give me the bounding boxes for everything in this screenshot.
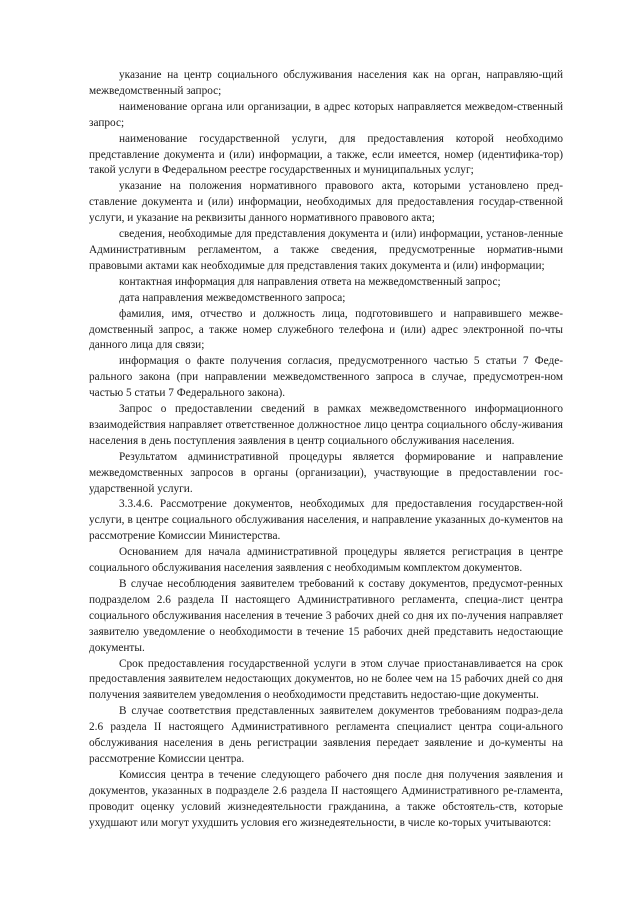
paragraph: дата направления межведомственного запроса; (119, 291, 346, 304)
paragraph: наименование государственной услуги, для предоставления которой необходимо представление документа и (или) информации, а также, если имеется, номер (идентифика-тор) такой услуги в Федеральном реестре государственных и муниципальных услуг; (89, 132, 563, 177)
document-page (89, 68, 563, 832)
paragraph: В случае несоблюдения заявителем требований к составу документов, предусмот-ренных подразделом 2.6 раздела II настоящего Административного регламента, специа-лист центра социального обслуживания населения в течение 3 рабочих дней со дня их по-лучения направляет заявителю уведомление о необходимости в течение 15 рабочих дней представить недостающие документы. (89, 578, 563, 654)
paragraph: указание на положения нормативного правового акта, которыми установлено пред-ставление документа и (или) информации, необходимых для предоставления государ-ственной услуги, и указание на реквизиты данного нормативного правового акта; (89, 180, 563, 225)
paragraph: Результатом административной процедуры является формирование и направление межведомственных запросов в органы (организации), участвующие в предоставлении гос-ударственной услуги. (89, 450, 563, 495)
paragraph: Основанием для начала административной процедуры является регистрация в центре социального обслуживания населения заявления с необходимым комплектом документов. (89, 546, 563, 575)
paragraph: наименование органа или организации, в адрес которых направляется межведом-ственный запрос; (89, 100, 563, 129)
paragraph: фамилия, имя, отчество и должность лица, подготовившего и направившего межве-домственный запрос, а также номер служебного телефона и (или) адрес электронной по-чты данного лица для связи; (89, 307, 563, 352)
paragraph: Запрос о предоставлении сведений в рамках межведомственного информационного взаимодействия направляет ответственное должностное лицо центра социального обслу-живания населения в день поступления заявления в центр социального обслуживания населения. (89, 403, 563, 447)
paragraph: В случае соответствия представленных заявителем документов требованиям подраз-дела 2.6 раздела II настоящего Административного регламента специалист центра соци-ального обслуживания населения в день регистрации заявления передает заявление и до-кументы на рассмотрение Комиссии центра. (89, 705, 563, 765)
paragraph: указание на центр социального обслуживания населения как на орган, направляю-щий межведомственный запрос; (89, 69, 563, 97)
paragraph: Срок предоставления государственной услуги в этом случае приостанавливается на срок предоставления заявителем недостающих документов, но не более чем на 15 рабочих дней со дня получения заявителем уведомления о необходимости представить недостаю-щие документы. (89, 657, 563, 702)
paragraph: 3.3.4.6. Рассмотрение документов, необходимых для предоставления государствен-ной услуги, в центре социального обслуживания населения, и направление указанных до-кументов на рассмотрение Комиссии Министерства. (89, 498, 563, 543)
paragraph: Комиссия центра в течение следующего рабочего дня после дня получения заявления и документов, указанных в подразделе 2.6 раздела II настоящего Административного ре-гламента, проводит оценку условий жизнедеятельности гражданина, а также обстоятель-ств, которые ухудшают или могут ухудшить условия его жизнедеятельности, в числе ко-торых учитываются: (89, 768, 563, 829)
paragraph: контактная информация для направления ответа на межведомственный запрос; (119, 275, 501, 288)
paragraph: сведения, необходимые для представления документа и (или) информации, установ-ленные Административным регламентом, а также сведения, предусмотренные норматив-ными правовыми актами как необходимые для представления таких документа и (или) информации; (89, 228, 563, 272)
paragraph: информация о факте получения согласия, предусмотренного частью 5 статьи 7 Феде-рального закона (при направлении межведомственного запроса в случае, предусмотрен-ном частью 5 статьи 7 Федерального закона). (89, 355, 563, 400)
